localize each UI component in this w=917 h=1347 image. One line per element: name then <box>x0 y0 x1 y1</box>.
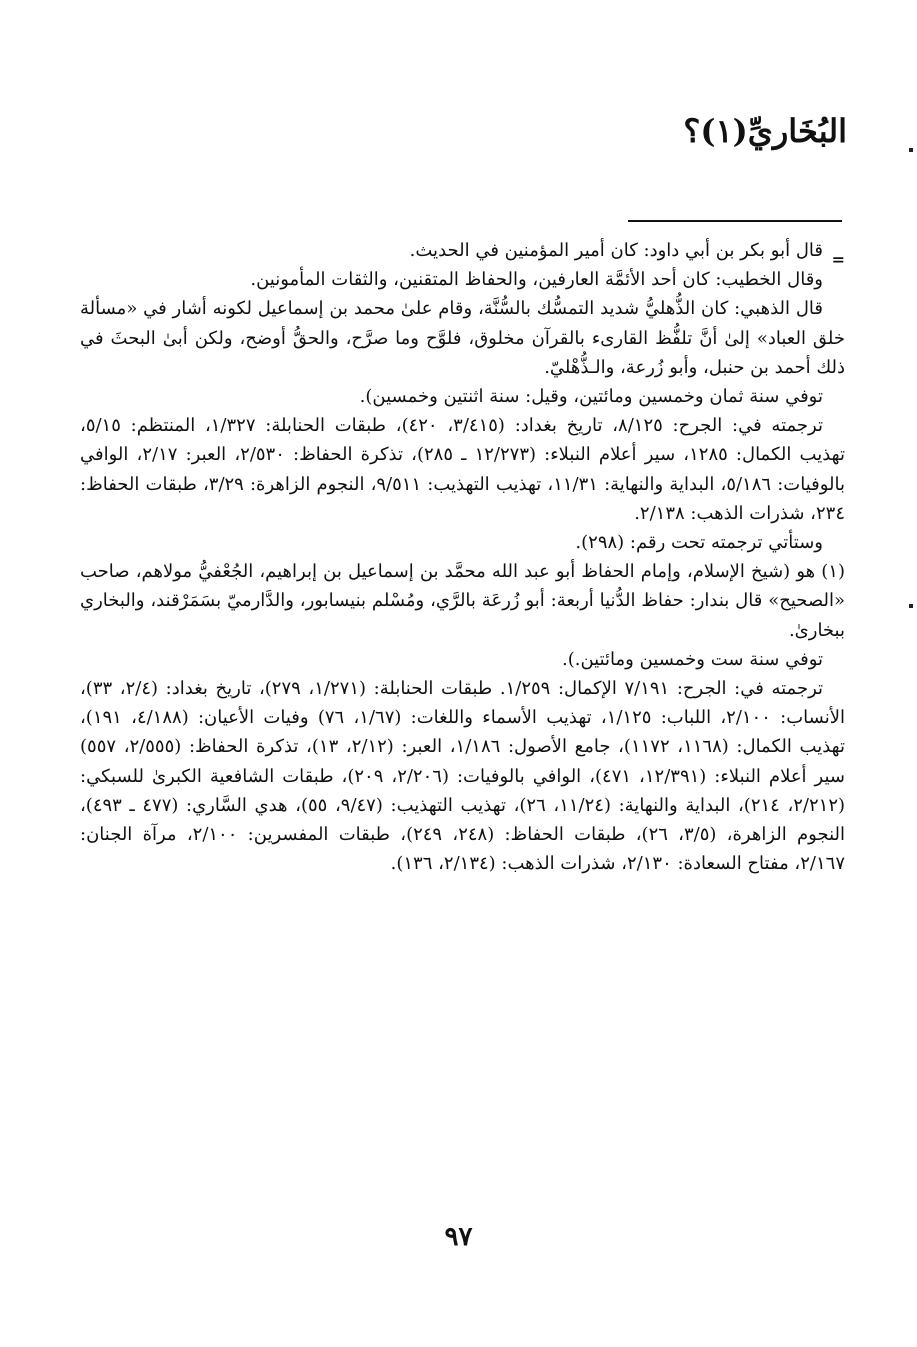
note-paragraph: قال الذهبي: كان الذُّهليُّ شديد التمسُّك بالسُّنَّة، وقام علىٰ محمد بن إسماعيل لكونه أشار في «مسألة خلق العباد» إلىٰ أنَّ تلفُّظ القارىء بالقرآن مخلوق، فلوَّح وما صرَّح، والحقُّ أوضح، ولكن أبىٰ البحثَ في ذلك أحمد بن حنبل، وأبو زُرعة، والـذُّهْليّ. <box>80 298 845 378</box>
edge-mark <box>909 604 913 608</box>
note-paragraph: توفي سنة ثمان وخمسين ومائتين، وقيل: سنة اثنتين وخمسين). <box>359 386 823 408</box>
note-paragraph: وقال الخطيب: كان أحد الأئمَّة العارفين، والحفاظ المتقنين، والثقات المأمونين. <box>250 269 823 291</box>
note-paragraph: ترجمته في: الجرح: ٨/١٢٥، تاريخ بغداد: (٣/٤١٥، ٤٢٠)، طبقات الحنابلة: ١/٣٢٧، المنتظم: ٥/١٥، تهذيب الكمال: ١٢٨٥، سير أعلام النبلاء: (١٢/٢٧٣ ـ ٢٨٥)، تذكرة الحفاظ: ٢/٥٣٠، العبر: ٢/١٧، الوافي بالوفيات: ٥/١٨٦، البداية والنهاية: ١١/٣١، تهذيب التهذيب: ٩/٥١١، النجوم الزاهرة: ٣/٢٩، طبقات الحفاظ: ٢٣٤، شذرات الذهب: ٢/١٣٨. <box>80 415 846 524</box>
footnote-paragraph: ترجمته في: الجرح: ٧/١٩١ الإكمال: ١/٢٥٩. طبقات الحنابلة: (١/٢٧١، ٢٧٩)، تاريخ بغداد: (٢/٤، ٣٣)، الأنساب: ٢/١٠٠، اللباب: ١/١٢٥، تهذيب الأسماء واللغات: (١/٦٧، ٧٦) وفيات الأعيان: (٤/١٨٨، ١٩١)، تهذيب الكمال: (١١٦٨، ١١٧٢)، جامع الأصول: ١/١٨٦، العبر: (٢/١٢، ١٣)، تذكرة الحفاظ: (٢/٥٥٥، ٥٥٧) سير أعلام النبلاء: (١٢/٣٩١، ٤٧١)، الوافي بالوفيات: (٢/٢٠٦، ٢٠٩)، طبقات الشافعية الكبرىٰ للسبكي: (٢/٢١٢، ٢١٤)، البداية والنهاية: (١١/٢٤، ٢٦)، تهذيب التهذيب: (٩/٤٧، ٥٥)، هدي السَّاري: (٤٧٧ ـ ٤٩٣)، النجوم الزاهرة، (٣/٥، ٢٦)، طبقات الحفاظ: (٢٤٨، ٢٤٩)، طبقات المفسرين: ٢/١٠٠، مرآة الجنان: ٢/١٦٧، مفتاح السعادة: ٢/١٣٠، شذرات الذهب: (٢/١٣٤، ١٣٦). <box>80 678 846 875</box>
note-paragraph: وستأتي ترجمته تحت رقم: (٢٩٨). <box>575 532 823 554</box>
edge-mark <box>909 148 913 152</box>
footnote-1-paragraph <box>80 557 845 645</box>
page-heading: البُخَاريِّ(١)؟ <box>683 112 847 150</box>
footnotes-block <box>80 236 845 878</box>
note-paragraph: قال أبو بكر بن أبي داود: كان أمير المؤمنين في الحديث. <box>409 240 823 261</box>
footnote-paragraph: توفي سنة ست وخمسين ومائتين.). <box>562 648 823 670</box>
footnote-marker: (١) <box>821 561 845 583</box>
page-number: ٩٧ <box>444 1222 473 1252</box>
footnote-separator <box>628 220 842 222</box>
footnote-text: هو (شيخ الإسلام، وإمام الحفاظ أبو عبد الله محمَّد بن إسماعيل بن إبراهيم، الجُعْفيُّ مولاهم، صاحب «الصحيح» قال بندار: حفاظ الدُّنيا أربعة: أبو زُرعَة بالرَّي، ومُسْلم بنيسابور، والدَّارميّ بسَمَرْقند، والبخاري ببخارىٰ. <box>80 561 845 641</box>
continuation-marker: = <box>831 250 845 269</box>
